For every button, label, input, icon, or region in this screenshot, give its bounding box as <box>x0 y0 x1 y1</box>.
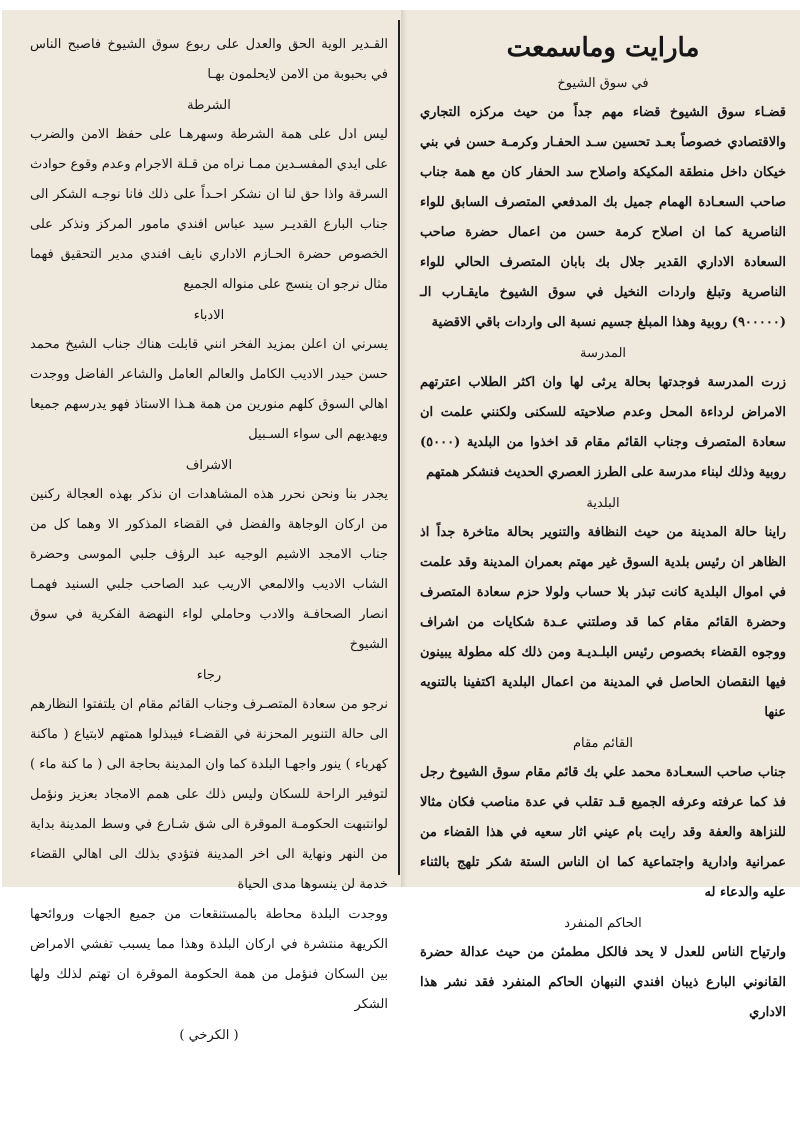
section-paragraph-single-judge: وارتياح الناس للعدل لا يحد فالكل مطمئن من حيث عدالة حضرة القانوني البارع ذيبان افندي النبهان الحاكم المنفرد فقد نشر هذا الاداري <box>420 945 786 1020</box>
section-paragraph-district-governor: جناب صاحب السعـادة محمد علي بك قائم مقام سوق الشيوخ رجل فذ كما عرفته وعرفه الجميع قـد تقلب في عدة مناصب فكان مثالا للنزاهة والعفة وقد رايت بام عيني اثار سعيه في هذا القضاء من عمرانية وادارية واجتماعية كما ان الناس الستة شكر تلهج بالثناء عليه والدعاء له <box>420 765 786 900</box>
section-paragraph-school: زرت المدرسة فوجدتها بحالة يرثى لها وان اكثر الطلاب اعترتهم الامراض لرداءة المحل وعدم صلاحيته للسكنى ولكنني علمت ان سعادة المتصرف وجناب القائم مقام قد اخذوا من البلدية (٥٠٠٠) روبية وذلك لبناء مدرسة على الطرز العصري الحديث فنشكر همتهم <box>420 375 786 480</box>
section-heading-municipality: البلدية <box>586 496 620 511</box>
section-heading-notables: الاشراف <box>185 458 233 473</box>
section-heading-souq-alshuyukh: في سوق الشيوخ <box>557 76 649 91</box>
section-paragraph-police: ليس ادل على همة الشرطة وسهرهـا على حفظ الامن والضرب على ايدي المفسـدين ممـا نراه من قـلة الاجرام وعدم وقوع حوادث السرقة واذا حق لنا ان نشكر احـداً على ذلك فانا نوجـه الشكر الى جناب البارع القديـر سيد عباس افندي مامور المركز ونذكر على الخصوص حضرة الحـازم الاداري نايف افندي مدير التحقيق فهما مثال نرجو ان ينسج على منواله الجميع <box>30 127 388 292</box>
section-heading-school: المدرسة <box>579 346 627 361</box>
column-divider <box>398 20 400 875</box>
article-masthead: مارايت وماسمعت <box>506 33 700 63</box>
section-heading-request: رجاء <box>196 668 222 683</box>
newspaper-page <box>2 10 800 1043</box>
author-signature: ( الكرخي ) <box>179 1028 239 1043</box>
section-paragraph-municipality: راينا حالة المدينة من حيث النظافة والتنوير بحالة متاخرة جداً اذ الظاهر ان رئيس بلدية السوق غير مهتم بعمران المدينة وقد علمت في اموال البلدية كانت تبذر بلا حساب ولولا حزم سعادة المتصرف وحضرة القائم مقام كما قد وصلتني عـدة شكايات من اشراف ووجوه القضاء بخصوص رئيس البلـديـة ومن ذلك كله مطولة يبينون فيها النقصان الحاصل في المدينة من اعمال البلدية اكتفينا بالتنويه عنها <box>420 525 786 720</box>
continued-paragraph: القـدير الوية الحق والعدل على ربوع سوق الشيوخ فاصبح الناس في بحبوبة من الامن لايحلمون بهـا <box>30 37 388 82</box>
right-column <box>406 10 796 1020</box>
section-paragraph-souq-alshuyukh: قضـاء سوق الشيوخ قضاء مهم جداً من حيث مركزه التجاري والاقتصادي خصوصاً بعـد تحسين سـد الحفـار وكرمـة حسن في بني خيكان داخل منطقة المكيكة واصلاح سد الحفار كان مع همة جناب صاحب السعـادة الهمام جميل بك المدفعي المتصرف السابق للواء الناصرية كما ان اصلاح كرمة حسن من اعمال حضرة صاحب السعادة الاداري القدير جلال بك بابان المتصرف الحالي للواء الناصرية وتبلغ واردات النخيل في سوق الشيوخ مايقـارب الـ (٩٠٠٠٠٠) روبية وهذا المبلغ جسيم نسبة الى واردات باقي الاقضية <box>420 105 786 330</box>
section-heading-police: الشرطة <box>187 98 231 113</box>
section-heading-single-judge: الحاكم المنفرد <box>564 916 642 931</box>
section-heading-district-governor: القائم مقام <box>572 736 634 751</box>
section-paragraph-swamps: ووجدت البلدة محاطة بالمستنقعات من جميع الجهات وروائحها الكريهة منتشرة في اركان البلدة وهذا مما يسبب تفشي الامراض بين السكان فنؤمل من همة الحكومة الموقرة ان تهتم لذلك ولها الشكر <box>30 907 388 1012</box>
left-column <box>16 10 396 1043</box>
section-paragraph-request: نرجو من سعادة المتصـرف وجناب القائم مقام ان يلتفتوا النظارهم الى حالة التنوير المحزنة في القضـاء فيبذلوا همتهم لابتياع ( ماكنة كهرباء ) ينور واجهـا البلدة كما وان المدينة بحاجة الى ( ما كنة ماء ) لتوفير الراحة للسكان وليس ذلك على همم الامجاد بعزيز ونؤمل لوانتبهت الحكومـة الموقرة الى شق شـارع في وسط المدينة بداية من النهر ونهاية الى اخر المدينة فتؤدي بذلك الى اهالي القضاء خدمة لن ينسوها مدى الحياة <box>30 697 388 892</box>
section-heading-writers: الادباء <box>193 308 225 323</box>
section-paragraph-notables: يجدر بنا ونحن نحرر هذه المشاهدات ان نذكر بهذه العجالة ركنين من اركان الوجاهة والفضل في القضاء المذكور الا وهما كل من جناب الامجد الاشيم الوجيه عبد الرؤف جلبي الموسى وحضرة الشاب الاديب والالمعي الاريب عبد الصاحب جلبي السنيد فهمـا انصار الصحافـة والادب وحاملي لواء النهضة الفكرية في سوق الشيوخ <box>30 487 388 652</box>
section-paragraph-writers: يسرني ان اعلن بمزيد الفخر انني قابلت هناك جناب الشيخ محمد حسن حيدر الاديب الكامل والعالم العامل والشاعر الفاضل ووجدت اهالي السوق كلهم منورين من همة هـذا الاستاذ فهو يدرسهم جميعا ويهديهم الى سواء السـبيل <box>30 337 388 442</box>
